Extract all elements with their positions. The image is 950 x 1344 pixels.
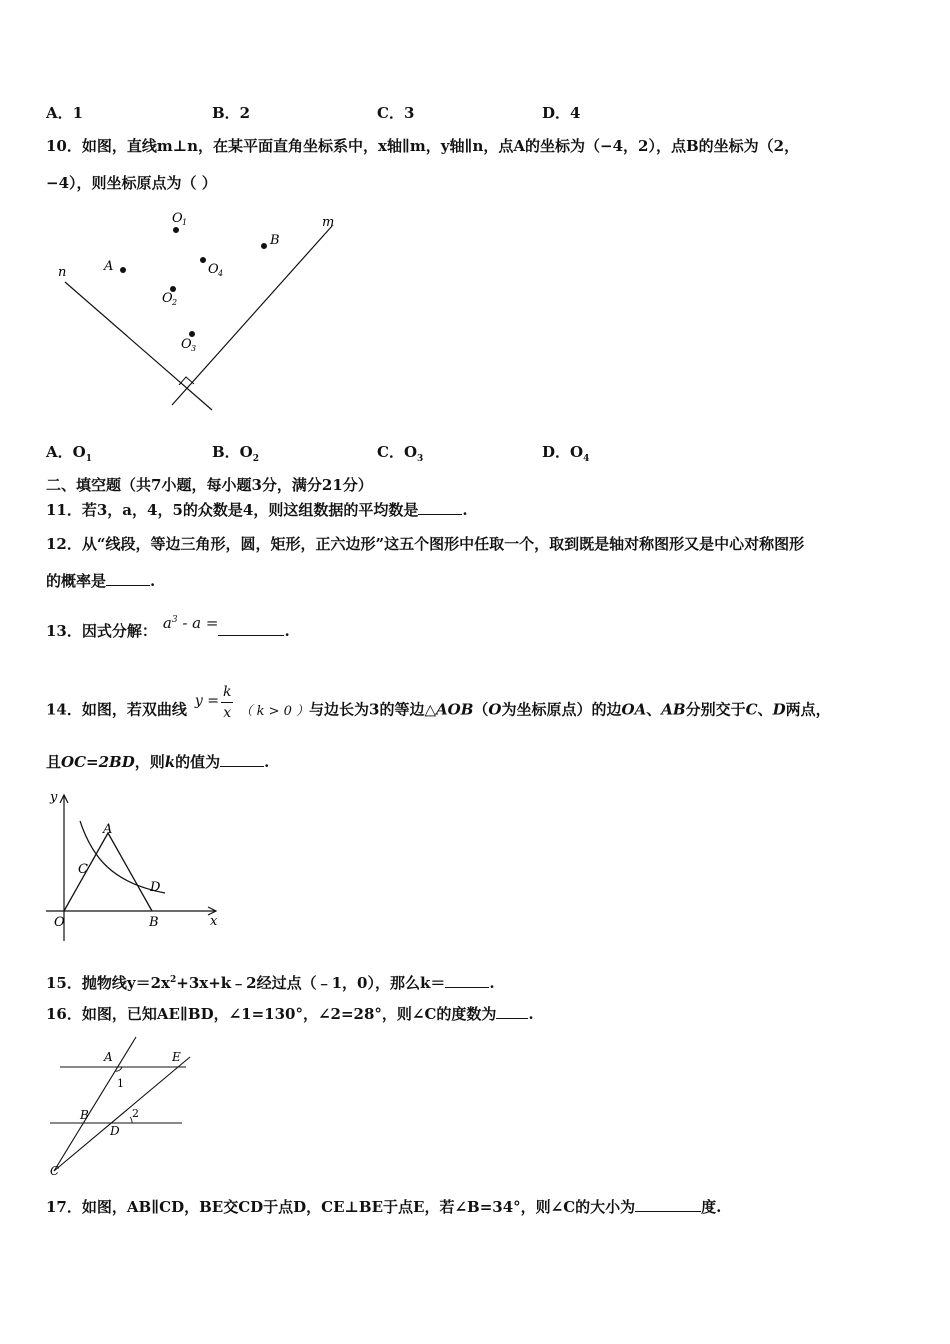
line-ce (54, 1057, 190, 1171)
q10-figure (40, 200, 350, 420)
q17-text: 17．如图，AB∥CD，BE交CD于点D，CE⊥BE于点E，若∠B=34°，则∠C的大小为 度. (46, 1198, 722, 1216)
q9-option-a: A．1 (46, 104, 84, 122)
label-b: B (149, 915, 159, 930)
label-b: B (270, 233, 280, 248)
q14-figure (40, 785, 230, 945)
label-e: E (172, 1050, 181, 1064)
label-o4-sub: 4 (218, 269, 224, 278)
q10-option-a: A．$O_1$ (46, 443, 92, 464)
q9-option-b: B．2 (212, 104, 251, 122)
label-o1-sub: 1 (182, 218, 188, 227)
q9-option-c: C．3 (377, 104, 415, 122)
label-c: C (78, 862, 88, 877)
q14-text-line1: 14．如图，若双曲线 y = $\frac{k}{x}$ （ k > 0 ）与边长为3的等边△AOB（O为坐标原点）的边OA、AB分别交于C、D两点， (46, 684, 831, 721)
q11-text: 11．若3，a，4，5的众数是4，则这组数据的平均数是 . (46, 501, 468, 519)
q10-text-line2: −4），则坐标原点为（ ） (46, 174, 217, 192)
label-a: A (104, 259, 114, 274)
point-o4 (200, 257, 206, 263)
q16-text: 16．如图，已知AE∥BD，∠1=130°，∠2=28°，则∠C的度数为 . (46, 1005, 534, 1023)
section2-heading: 二、填空题（共7小题，每小题3分，满分21分） (46, 476, 373, 494)
label-o3-sub: 3 (191, 344, 197, 353)
line-ca (54, 1037, 136, 1171)
label-o1: O (172, 211, 183, 226)
label-angle-2: 2 (132, 1107, 139, 1120)
label-n: n (58, 265, 67, 280)
q15-text: 15．抛物线$y=2x^2+3x+k﹣2$经过点（﹣1，0），那么k＝ . (46, 974, 495, 992)
label-y: y (50, 790, 58, 805)
q10-option-c: C．$O_3$ (377, 443, 424, 464)
label-c: C (50, 1164, 60, 1178)
q12-text-line2: 的概率是 . (46, 572, 156, 590)
point-o1 (173, 227, 179, 233)
q12-text-line1: 12．从“线段，等边三角形，圆，矩形，正六边形”这五个图形中任取一个，取到既是轴对称图形又是中心对称图形 (46, 535, 805, 553)
q9-option-d: D．4 (542, 104, 581, 122)
label-o3: O (181, 337, 192, 352)
label-a: A (103, 822, 113, 837)
q13-text: 13．因式分解： $a^3$ - a = . (46, 614, 290, 640)
label-o2-sub: 2 (172, 298, 178, 307)
label-x: x (210, 914, 218, 929)
label-d: D (110, 1124, 120, 1138)
q10-option-d: D．$O_4$ (542, 443, 590, 464)
point-a (120, 267, 126, 273)
label-b: B (80, 1108, 89, 1122)
q10-text-line1: 10．如图，直线m⊥n，在某平面直角坐标系中，x轴∥m，y轴∥n，点A的坐标为（−4，2），点B的坐标为（2， (46, 137, 800, 155)
q10-option-b: B．$O_2$ (212, 443, 260, 464)
label-d: D (150, 880, 161, 895)
point-b (261, 243, 267, 249)
label-a: A (104, 1050, 113, 1064)
label-m: m (322, 215, 335, 230)
label-o2: O (162, 291, 173, 306)
line-m (172, 226, 332, 405)
q14-text-line2: 且OC=2BD，则k的值为 . (46, 753, 270, 771)
label-o: O (54, 915, 65, 930)
label-o4: O (208, 262, 219, 277)
q16-figure (40, 1035, 200, 1180)
label-angle-1: 1 (117, 1077, 124, 1090)
